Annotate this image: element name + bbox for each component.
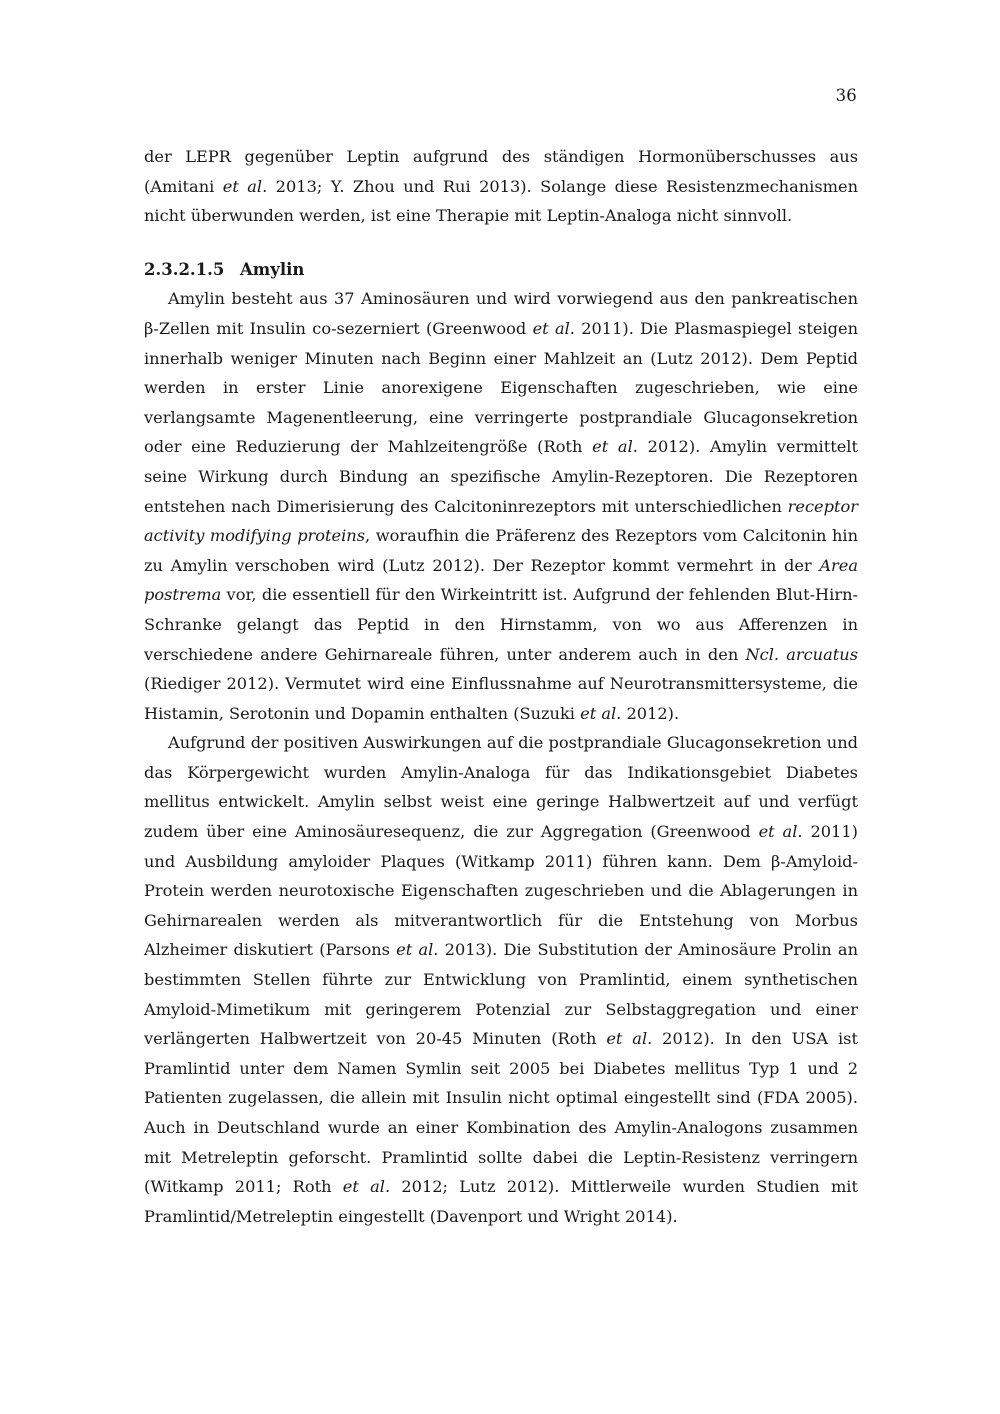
text-run: der LEPR gegenüber Leptin aufgrund des ständigen Hormonüberschusses aus (Amitani [144, 147, 858, 196]
citation-et-al: et al. [396, 940, 439, 960]
text-run: Amylin besteht aus 37 Aminosäuren und wird vorwiegend aus den pankreatischen β-Zellen mit Insulin co-sezerniert (Greenwood [144, 289, 858, 338]
section-title: Amylin [240, 259, 305, 279]
text-run: vor, die essentiell für den Wirkeintritt ist. Aufgrund der fehlenden Blut-Hirn-Schranke gelangt das Peptid in den Hirnstamm, von wo aus Afferenzen in verschiedene andere Gehirnareale führen, unter anderem auch in den [144, 585, 858, 664]
text-run: 2012). In den USA ist Pramlintid unter dem Namen Symlin seit 2005 bei Diabetes mellitus Typ 1 und 2 Patienten zugelassen, die allein mit Insulin nicht optimal eingestellt sind (FDA 2005). Auch in Deutschland wurde an einer Kombination des Amylin-Analogons zusammen mit Metreleptin geforscht. Pramlintid sollte dabei die Leptin-Resistenz verringern (Witkamp 2011; Roth [144, 1029, 858, 1197]
paragraph-amylin-intro [144, 284, 858, 728]
section-heading [144, 255, 858, 285]
text-run: 2011). Die Plasmaspiegel steigen innerhalb weniger Minuten nach Beginn einer Mahlzeit an (Lutz 2012). Dem Peptid werden in erster Linie anorexigene Eigenschaften zugeschrieben, wie eine verlangsamte Magenentleerung, eine verringerte postprandiale Glucagonsekretion oder eine Reduzierung der Mahlzeitengröße (Roth [144, 318, 858, 457]
citation-et-al: et al. [758, 822, 803, 842]
text-run: 2012; Lutz 2012). Mittlerweile wurden Studien mit Pramlintid/Metreleptin eingestellt (Davenport und Wright 2014). [144, 1177, 858, 1226]
text-run: 2013; Y. Zhou und Rui 2013). Solange diese Resistenzmechanismen nicht überwunden werden, ist eine Therapie mit Leptin-Analoga nicht sinnvoll. [144, 176, 858, 226]
text-run: , woraufhin die Präferenz des Rezeptors vom Calcitonin hin zu Amylin verschoben wird (Lutz 2012). Der Rezeptor kommt vermehrt in der [144, 526, 858, 575]
text-run: 2012). Amylin vermittelt seine Wirkung durch Bindung an spezifische Amylin-Rezeptoren. Die Rezeptoren entstehen nach Dimerisierung des Calcitoninrezeptors mit unterschiedlichen [144, 437, 858, 516]
italic-term: receptor activity modifying proteins [144, 496, 858, 546]
citation-et-al: et al. [606, 1029, 653, 1049]
citation-et-al: et al. [580, 703, 622, 723]
text-run: 2013). Die Substitution der Aminosäure Prolin an bestimmten Stellen führte zur Entwicklung von Pramlintid, einem synthetischen Amyloid-Mimetikum mit geringerem Potenzial zur Selbstaggregation und einer verlängerten Halbwertzeit von 20-45 Minuten (Roth [144, 940, 858, 1049]
citation-et-al: et al. [342, 1177, 391, 1197]
text-run: (Riediger 2012). Vermutet wird eine Einflussnahme auf Neurotransmittersysteme, die Histamin, Serotonin und Dopamin enthalten (Suzuki [144, 674, 858, 723]
paragraph-leptin-conclusion [144, 142, 858, 231]
italic-term: Ncl. arcuatus [745, 644, 858, 664]
italic-term: Area postrema [144, 555, 858, 605]
citation-et-al: et al. [222, 176, 268, 196]
section-number: 2.3.2.1.5 [144, 259, 225, 279]
citation-et-al: et al. [592, 437, 638, 457]
body-text [144, 142, 858, 1231]
text-run: 2011) und Ausbildung amyloider Plaques (Witkamp 2011) führen kann. Dem β-Amyloid-Protein werden neurotoxische Eigenschaften zugeschrieben und die Ablagerungen in Gehirnarealen werden als mitverantwortlich für die Entstehung von Morbus Alzheimer diskutiert (Parsons [144, 822, 858, 960]
page-number: 36 [835, 86, 857, 105]
text-run: 2012). [621, 703, 680, 723]
citation-et-al: et al. [532, 318, 575, 338]
paragraph-amylin-analoga [144, 728, 858, 1231]
text-run: Aufgrund der positiven Auswirkungen auf die postprandiale Glucagonsekretion und das Körpergewicht wurden Amylin-Analoga für das Indikationsgebiet Diabetes mellitus entwickelt. Amylin selbst weist eine geringe Halbwertzeit auf und verfügt zudem über eine Aminosäuresequenz, die zur Aggregation (Greenwood [144, 733, 858, 842]
